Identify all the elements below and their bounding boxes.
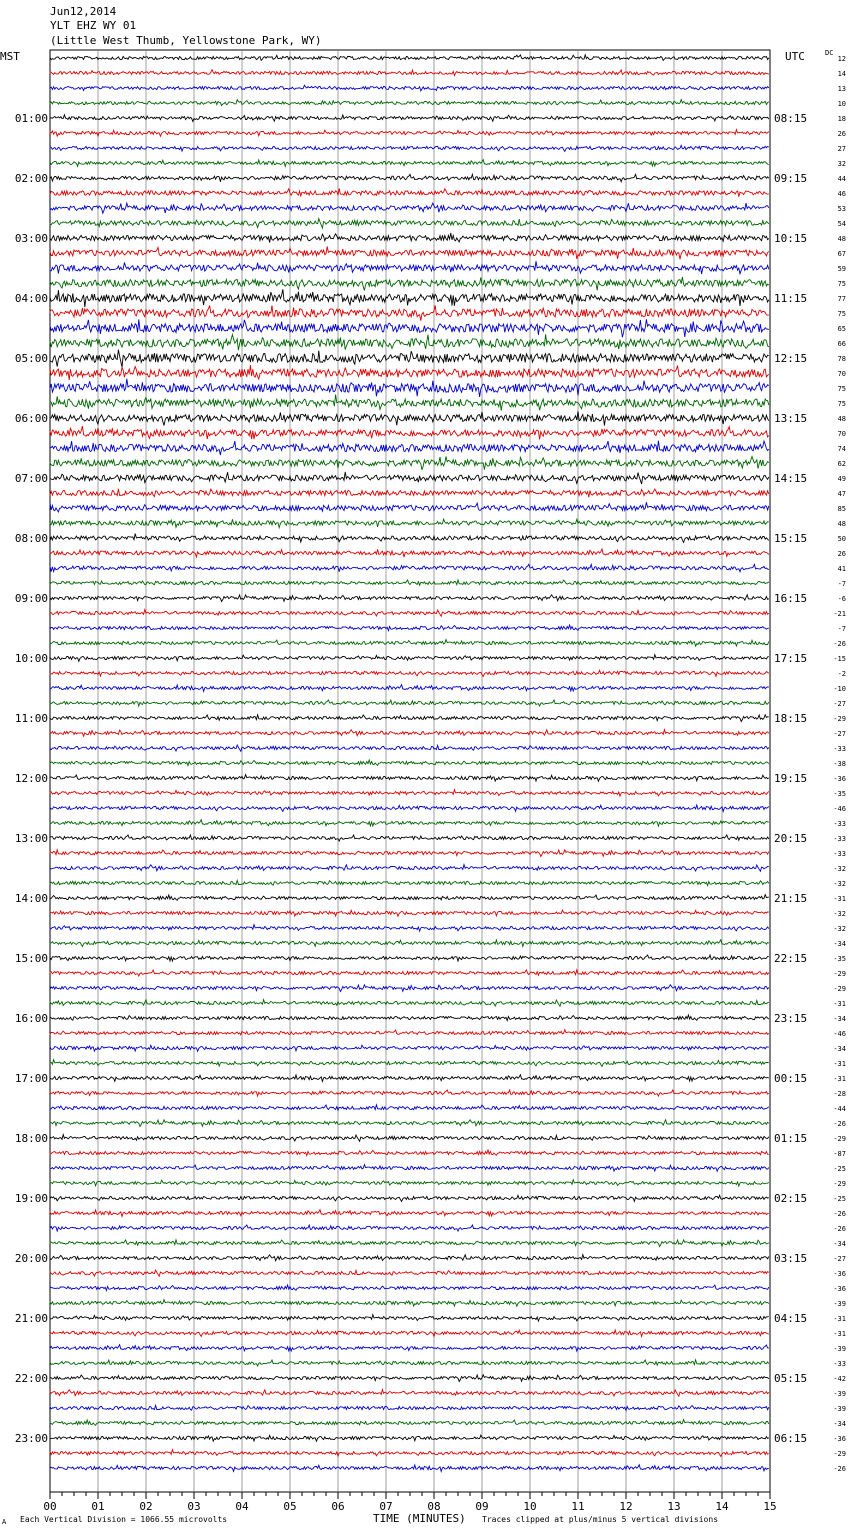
dc-offset-label: -39: [833, 1405, 846, 1413]
seismic-trace: [50, 685, 769, 692]
vertical-division-note: Each Vertical Division = 1066.55 microvolts: [20, 1515, 228, 1524]
utc-hour-label: 01:15: [774, 1132, 808, 1145]
dc-offset-label: -7: [837, 625, 846, 633]
x-tick-label: 09: [475, 1500, 489, 1513]
seismic-trace: [50, 1000, 769, 1007]
utc-hour-label: 00:15: [774, 1072, 808, 1085]
dc-offset-label: 47: [837, 490, 846, 498]
utc-hour-label: 03:15: [774, 1252, 808, 1265]
utc-hour-label: 11:15: [774, 292, 808, 305]
seismic-trace: [50, 441, 769, 455]
dc-offset-label: 78: [837, 355, 846, 363]
dc-offset-label: -6: [837, 595, 846, 603]
dc-offset-label: -32: [833, 865, 846, 873]
mst-hour-label: 16:00: [14, 1012, 48, 1025]
utc-hour-label: 19:15: [774, 772, 808, 785]
mst-hour-label: 12:00: [14, 772, 48, 785]
mst-hour-label: 02:00: [14, 172, 48, 185]
dc-offset-label: 48: [837, 415, 846, 423]
dc-offset-label: -87: [833, 1150, 846, 1158]
seismic-trace: [50, 1240, 769, 1247]
dc-offset-label: -32: [833, 925, 846, 933]
mst-hour-label: 03:00: [14, 232, 48, 245]
seismic-trace: [50, 1105, 769, 1110]
dc-offset-label: 77: [837, 295, 846, 303]
dc-offset-label: -34: [833, 1015, 846, 1023]
dc-offset-label: -36: [833, 1270, 846, 1278]
seismic-trace: [50, 219, 769, 229]
dc-offset-label: -15: [833, 655, 846, 663]
dc-offset-label: -34: [833, 1420, 846, 1428]
dc-offset-label: 66: [837, 340, 846, 348]
dc-offset-label: -34: [833, 1045, 846, 1053]
utc-hour-label: 10:15: [774, 232, 808, 245]
seismic-trace: [50, 760, 769, 766]
seismic-trace: [50, 1375, 769, 1382]
dc-offset-label: -31: [833, 1330, 846, 1338]
dc-offset-label: 70: [837, 430, 846, 438]
dc-offset-label: -21: [833, 610, 846, 618]
seismic-trace: [50, 580, 769, 585]
seismic-trace: [50, 564, 769, 571]
seismic-trace: [50, 1420, 769, 1426]
left-timezone-label: MST: [0, 50, 20, 63]
seismic-trace: [50, 655, 769, 662]
dc-offset-label: -27: [833, 730, 846, 738]
seismic-trace: [50, 350, 769, 368]
dc-offset-label: 65: [837, 325, 846, 333]
mst-hour-label: 09:00: [14, 592, 48, 605]
dc-offset-label: 85: [837, 505, 846, 513]
dc-offset-label: -33: [833, 1360, 846, 1368]
dc-offset-label: -42: [833, 1375, 846, 1383]
dc-offset-label: -39: [833, 1345, 846, 1353]
mst-hour-label: 20:00: [14, 1252, 48, 1265]
utc-hour-label: 15:15: [774, 532, 808, 545]
mst-hour-label: 17:00: [14, 1072, 48, 1085]
seismic-trace: [50, 1180, 769, 1187]
dc-offset-label: 12: [837, 55, 846, 63]
dc-offset-label: -29: [833, 970, 846, 978]
plot-date: Jun12,2014: [50, 5, 117, 18]
dc-offset-label: 27: [837, 145, 846, 153]
utc-hour-label: 14:15: [774, 472, 808, 485]
dc-offset-label: -2: [837, 670, 846, 678]
mst-hour-label: 23:00: [14, 1432, 48, 1445]
seismic-trace: [50, 489, 769, 497]
dc-offset-label: -29: [833, 715, 846, 723]
seismic-trace: [50, 1345, 769, 1351]
dc-offset-label: 75: [837, 280, 846, 288]
seismic-trace: [50, 625, 769, 631]
seismic-trace: [50, 895, 769, 901]
dc-offset-label: 50: [837, 535, 846, 543]
x-tick-label: 12: [619, 1500, 633, 1513]
dc-offset-label: -34: [833, 1240, 846, 1248]
station-location: (Little West Thumb, Yellowstone Park, WY): [50, 34, 322, 47]
seismic-trace: [50, 289, 769, 307]
dc-offset-label: 26: [837, 130, 846, 138]
seismic-trace: [50, 1015, 769, 1021]
dc-offset-label: -36: [833, 1285, 846, 1293]
seismic-trace: [50, 411, 769, 425]
seismic-trace: [50, 1360, 769, 1366]
seismic-trace: [50, 850, 769, 857]
dc-offset-label: -29: [833, 1180, 846, 1188]
dc-offset-label: 59: [837, 265, 846, 273]
mst-hour-label: 06:00: [14, 412, 48, 425]
dc-offset-label: -26: [833, 1465, 846, 1473]
dc-offset-label: -33: [833, 835, 846, 843]
x-tick-label: 13: [667, 1500, 681, 1513]
seismic-trace: [50, 457, 769, 470]
x-tick-label: 05: [283, 1500, 297, 1513]
dc-offset-label: -26: [833, 1225, 846, 1233]
dc-offset-label: 75: [837, 310, 846, 318]
mst-hour-label: 08:00: [14, 532, 48, 545]
utc-hour-label: 02:15: [774, 1192, 808, 1205]
dc-offset-label: 62: [837, 460, 846, 468]
dc-offset-label: -46: [833, 805, 846, 813]
seismic-trace: [50, 715, 769, 722]
seismic-trace: [50, 247, 769, 260]
dc-offset-label: 18: [837, 115, 846, 123]
dc-offset-label: 13: [837, 85, 846, 93]
seismic-trace: [50, 334, 769, 350]
utc-hour-label: 21:15: [774, 892, 808, 905]
x-tick-label: 03: [187, 1500, 201, 1513]
dc-offset-header: DC: [825, 49, 834, 57]
seismic-trace: [50, 790, 769, 797]
dc-offset-label: 75: [837, 400, 846, 408]
seismic-trace: [50, 1465, 769, 1472]
dc-offset-label: -39: [833, 1390, 846, 1398]
utc-hour-label: 17:15: [774, 652, 808, 665]
seismic-trace: [50, 174, 769, 181]
dc-offset-label: 54: [837, 220, 846, 228]
seismic-trace: [50, 261, 769, 274]
dc-offset-label: -10: [833, 685, 846, 693]
seismic-trace: [50, 670, 769, 676]
mst-hour-label: 11:00: [14, 712, 48, 725]
mst-hour-label: 15:00: [14, 952, 48, 965]
seismic-trace: [50, 70, 769, 76]
seismic-trace: [50, 865, 769, 872]
seismic-trace: [50, 1030, 769, 1035]
dc-offset-label: -36: [833, 1435, 846, 1443]
seismic-trace: [50, 940, 769, 947]
seismic-trace: [50, 1435, 769, 1441]
seismic-trace: [50, 319, 769, 337]
x-tick-label: 04: [235, 1500, 249, 1513]
seismic-trace: [50, 472, 769, 484]
utc-hour-label: 09:15: [774, 172, 808, 185]
seismic-trace: [50, 1450, 769, 1457]
seismic-trace: [50, 203, 769, 213]
seismic-trace: [50, 745, 769, 751]
dc-offset-label: 10: [837, 100, 846, 108]
dc-offset-label: -33: [833, 820, 846, 828]
utc-hour-label: 06:15: [774, 1432, 808, 1445]
seismic-trace: [50, 534, 769, 543]
utc-hour-label: 12:15: [774, 352, 808, 365]
mst-hour-label: 14:00: [14, 892, 48, 905]
right-timezone-label: UTC: [785, 50, 805, 63]
seismic-trace: [50, 1330, 769, 1336]
corner-mark: A: [2, 1518, 7, 1526]
seismic-trace: [50, 1135, 769, 1142]
seismic-trace: [50, 805, 769, 811]
seismic-trace: [50, 1060, 769, 1067]
seismic-trace: [50, 233, 769, 243]
seismic-trace: [50, 595, 769, 602]
dc-offset-label: -7: [837, 580, 846, 588]
mst-hour-label: 19:00: [14, 1192, 48, 1205]
seismic-trace: [50, 730, 769, 737]
seismic-trace: [50, 955, 769, 961]
dc-offset-label: 48: [837, 520, 846, 528]
clipping-note: Traces clipped at plus/minus 5 vertical divisions: [482, 1515, 719, 1524]
seismic-trace: [50, 985, 769, 992]
x-tick-label: 07: [379, 1500, 393, 1513]
dc-offset-label: -36: [833, 775, 846, 783]
mst-hour-label: 05:00: [14, 352, 48, 365]
seismic-trace: [50, 1390, 769, 1397]
x-tick-label: 08: [427, 1500, 441, 1513]
dc-offset-label: -27: [833, 700, 846, 708]
dc-offset-label: -33: [833, 745, 846, 753]
dc-offset-label: 70: [837, 370, 846, 378]
dc-offset-label: -31: [833, 1060, 846, 1068]
seismic-trace: [50, 379, 769, 397]
utc-hour-label: 13:15: [774, 412, 808, 425]
seismic-trace: [50, 502, 769, 512]
dc-offset-label: 44: [837, 175, 846, 183]
seismic-trace: [50, 1225, 769, 1231]
dc-offset-label: 49: [837, 475, 846, 483]
dc-offset-label: -46: [833, 1030, 846, 1038]
dc-offset-label: -25: [833, 1195, 846, 1203]
dc-offset-label: -25: [833, 1165, 846, 1173]
seismic-trace: [50, 85, 769, 91]
seismic-trace: [50, 775, 769, 782]
seismic-trace: [50, 1090, 769, 1096]
seismic-trace: [50, 100, 769, 106]
dc-offset-label: -39: [833, 1300, 846, 1308]
dc-offset-label: 14: [837, 70, 846, 78]
seismic-trace: [50, 189, 769, 197]
seismic-trace: [50, 1045, 769, 1051]
seismic-trace: [50, 549, 769, 557]
dc-offset-label: -27: [833, 1255, 846, 1263]
x-tick-label: 14: [715, 1500, 729, 1513]
dc-offset-label: -31: [833, 1315, 846, 1323]
utc-hour-label: 22:15: [774, 952, 808, 965]
seismic-trace: [50, 395, 769, 411]
seismic-trace: [50, 277, 769, 291]
mst-hour-label: 13:00: [14, 832, 48, 845]
dc-offset-label: -26: [833, 640, 846, 648]
mst-hour-label: 22:00: [14, 1372, 48, 1385]
x-tick-label: 11: [571, 1500, 585, 1513]
dc-offset-label: -32: [833, 910, 846, 918]
seismic-trace: [50, 1195, 769, 1201]
dc-offset-label: -28: [833, 1090, 846, 1098]
seismic-trace: [50, 1255, 769, 1261]
x-tick-label: 06: [331, 1500, 345, 1513]
seismic-trace: [50, 1165, 769, 1172]
dc-offset-label: 46: [837, 190, 846, 198]
dc-offset-label: 41: [837, 565, 846, 573]
seismic-trace: [50, 1270, 769, 1276]
utc-hour-label: 04:15: [774, 1312, 808, 1325]
utc-hour-label: 23:15: [774, 1012, 808, 1025]
mst-hour-label: 07:00: [14, 472, 48, 485]
seismic-trace: [50, 1315, 769, 1322]
utc-hour-label: 20:15: [774, 832, 808, 845]
seismic-trace: [50, 925, 769, 932]
dc-offset-label: -31: [833, 895, 846, 903]
seismic-trace: [50, 1405, 769, 1410]
seismic-trace: [50, 820, 769, 826]
seismic-trace: [50, 880, 769, 885]
seismic-trace: [50, 1150, 769, 1156]
seismic-trace: [50, 1075, 769, 1082]
mst-hour-label: 21:00: [14, 1312, 48, 1325]
seismic-trace: [50, 426, 769, 439]
utc-hour-label: 18:15: [774, 712, 808, 725]
mst-hour-label: 04:00: [14, 292, 48, 305]
dc-offset-label: -31: [833, 1000, 846, 1008]
dc-offset-label: 75: [837, 385, 846, 393]
seismic-trace: [50, 1285, 769, 1291]
dc-offset-label: 26: [837, 550, 846, 558]
dc-offset-label: -35: [833, 955, 846, 963]
utc-hour-label: 08:15: [774, 112, 808, 125]
utc-hour-label: 05:15: [774, 1372, 808, 1385]
dc-offset-label: 32: [837, 160, 846, 168]
x-tick-label: 10: [523, 1500, 537, 1513]
dc-offset-label: 53: [837, 205, 846, 213]
seismic-trace: [50, 305, 769, 320]
dc-offset-label: -26: [833, 1210, 846, 1218]
seismic-trace: [50, 365, 769, 380]
seismic-trace: [50, 519, 769, 528]
mst-hour-label: 01:00: [14, 112, 48, 125]
dc-offset-label: -29: [833, 1450, 846, 1458]
seismic-trace: [50, 55, 769, 61]
dc-offset-label: -44: [833, 1105, 846, 1113]
dc-offset-label: -31: [833, 1075, 846, 1083]
dc-offset-label: -26: [833, 1120, 846, 1128]
dc-offset-label: -29: [833, 1135, 846, 1143]
mst-hour-label: 18:00: [14, 1132, 48, 1145]
dc-offset-label: -33: [833, 850, 846, 858]
dc-offset-label: -29: [833, 985, 846, 993]
dc-offset-label: -34: [833, 940, 846, 948]
seismic-trace: [50, 130, 769, 137]
seismic-trace: [50, 835, 769, 841]
dc-offset-label: -32: [833, 880, 846, 888]
utc-hour-label: 16:15: [774, 592, 808, 605]
x-axis-label: TIME (MINUTES): [373, 1512, 466, 1525]
mst-hour-label: 10:00: [14, 652, 48, 665]
x-tick-label: 02: [139, 1500, 153, 1513]
seismic-trace: [50, 1210, 769, 1217]
seismic-trace: [50, 610, 769, 617]
x-tick-label: 15: [763, 1500, 777, 1513]
dc-offset-label: -38: [833, 760, 846, 768]
dc-offset-label: -35: [833, 790, 846, 798]
seismic-trace: [50, 700, 769, 706]
seismic-trace: [50, 910, 769, 916]
station-code: YLT EHZ WY 01: [50, 19, 137, 32]
dc-offset-label: 74: [837, 445, 846, 453]
seismic-trace: [50, 115, 769, 122]
seismic-trace: [50, 1120, 769, 1127]
seismic-trace: [50, 160, 769, 167]
seismic-trace: [50, 970, 769, 976]
seismic-trace: [50, 145, 769, 151]
dc-offset-label: 48: [837, 235, 846, 243]
x-tick-label: 01: [91, 1500, 105, 1513]
x-tick-label: 00: [43, 1500, 57, 1513]
dc-offset-label: 67: [837, 250, 846, 258]
seismic-trace: [50, 1300, 769, 1307]
seismic-trace: [50, 640, 769, 647]
